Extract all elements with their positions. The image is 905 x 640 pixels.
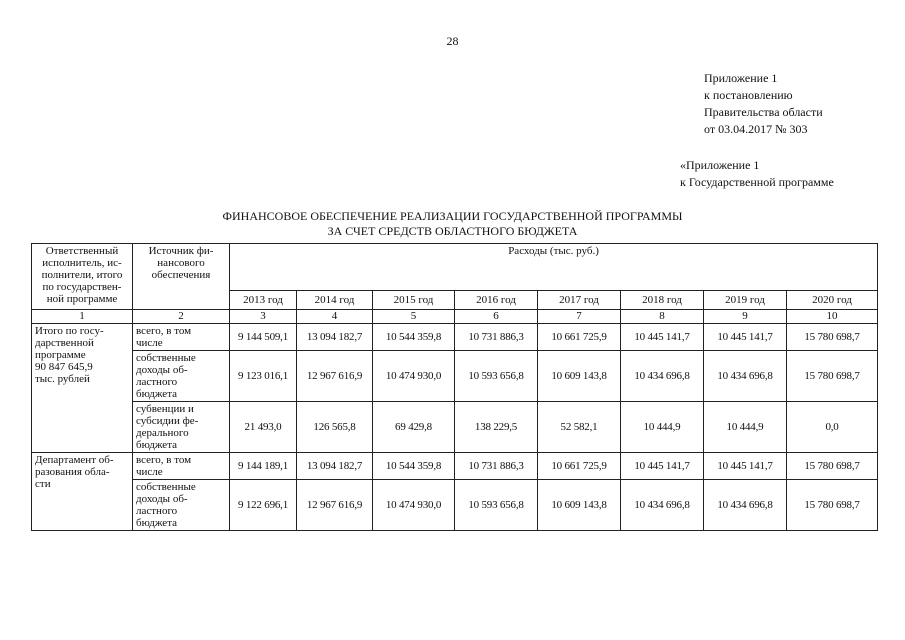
source-text: числе <box>136 337 163 349</box>
source-text: бюджета <box>136 517 178 529</box>
amount-cell: 52 582,1 <box>538 402 621 453</box>
amount-cell: 12 967 616,9 <box>297 351 373 402</box>
amount-cell: 10 661 725,9 <box>538 324 621 351</box>
table-row <box>32 453 878 480</box>
amount-cell: 10 434 696,8 <box>621 480 704 531</box>
amount-cell: 10 434 696,8 <box>704 351 787 402</box>
amount-cell: 9 144 189,1 <box>230 453 297 480</box>
appendix-line: к постановлению <box>704 88 793 102</box>
title-line: ФИНАНСОВОЕ ОБЕСПЕЧЕНИЕ РЕАЛИЗАЦИИ ГОСУДАРСТВЕННОЙ ПРОГРАММЫ <box>222 209 683 223</box>
amount-cell: 10 661 725,9 <box>538 453 621 480</box>
amount-cell: 10 445 141,7 <box>704 453 787 480</box>
executor-text: Департамент об- <box>35 454 114 466</box>
amount-cell: 10 544 359,8 <box>373 453 455 480</box>
title-line: ЗА СЧЕТ СРЕДСТВ ОБЛАСТНОГО БЮДЖЕТА <box>327 224 578 238</box>
source-cell <box>133 402 230 453</box>
appendix-line: «Приложение 1 <box>680 158 760 172</box>
column-index: 5 <box>373 310 455 324</box>
amount-cell: 10 445 141,7 <box>621 324 704 351</box>
amount-cell: 9 123 016,1 <box>230 351 297 402</box>
header-text: ной программе <box>46 293 118 305</box>
amount-cell: 10 593 656,8 <box>455 351 538 402</box>
document-title <box>0 209 905 239</box>
executor-text: разования обла- <box>35 466 110 478</box>
header-text: нансового <box>157 257 205 269</box>
amount-cell: 138 229,5 <box>455 402 538 453</box>
executor-text: программе <box>35 349 86 361</box>
amount-cell: 15 780 698,7 <box>787 351 878 402</box>
appendix-line: Приложение 1 <box>704 71 778 85</box>
amount-cell: 15 780 698,7 <box>787 453 878 480</box>
source-text: всего, в том <box>136 325 192 337</box>
column-index: 1 <box>32 310 133 324</box>
amount-cell: 9 122 696,1 <box>230 480 297 531</box>
header-text: по государствен- <box>42 281 122 293</box>
amount-cell: 10 731 886,3 <box>455 324 538 351</box>
executor-text: 90 847 645,9 <box>35 361 93 373</box>
appendix-line: Правительства области <box>704 105 823 119</box>
header-year: 2014 год <box>297 291 373 310</box>
source-text: собственные <box>136 352 196 364</box>
executor-text: дарственной <box>35 337 94 349</box>
appendix-line: к Государственной программе <box>680 175 834 189</box>
amount-cell: 10 444,9 <box>704 402 787 453</box>
source-text: доходы об- <box>136 493 188 505</box>
column-index: 7 <box>538 310 621 324</box>
amount-cell: 10 544 359,8 <box>373 324 455 351</box>
source-cell <box>133 351 230 402</box>
executor-text: Итого по госу- <box>35 325 104 337</box>
amount-cell: 10 434 696,8 <box>621 351 704 402</box>
header-expenses: Расходы (тыс. руб.) <box>230 244 878 291</box>
table-body <box>32 324 878 531</box>
header-year: 2015 год <box>373 291 455 310</box>
amount-cell: 10 474 930,0 <box>373 351 455 402</box>
amount-cell: 69 429,8 <box>373 402 455 453</box>
appendix-program-reference <box>680 157 834 191</box>
column-index: 3 <box>230 310 297 324</box>
header-text: Ответственный <box>45 245 119 257</box>
header-year: 2017 год <box>538 291 621 310</box>
page-number: 28 <box>446 34 459 48</box>
executor-text: сти <box>35 478 51 490</box>
appendix-line: от 03.04.2017 № 303 <box>704 122 808 136</box>
header-text: исполнитель, ис- <box>42 257 122 269</box>
amount-cell: 10 474 930,0 <box>373 480 455 531</box>
amount-cell: 12 967 616,9 <box>297 480 373 531</box>
header-year: 2020 год <box>787 291 878 310</box>
header-year: 2013 год <box>230 291 297 310</box>
table-row <box>32 351 878 402</box>
amount-cell: 15 780 698,7 <box>787 324 878 351</box>
source-text: бюджета <box>136 439 178 451</box>
column-index: 8 <box>621 310 704 324</box>
executor-cell <box>32 324 133 453</box>
source-text: субсидии фе- <box>136 415 199 427</box>
amount-cell: 9 144 509,1 <box>230 324 297 351</box>
header-text: обеспечения <box>151 269 211 281</box>
source-cell <box>133 480 230 531</box>
source-text: ластного <box>136 505 178 517</box>
amount-cell: 13 094 182,7 <box>297 324 373 351</box>
amount-cell: 126 565,8 <box>297 402 373 453</box>
source-text: собственные <box>136 481 196 493</box>
amount-cell: 10 731 886,3 <box>455 453 538 480</box>
source-text: доходы об- <box>136 364 188 376</box>
column-index: 6 <box>455 310 538 324</box>
appendix-resolution-reference <box>704 70 823 138</box>
amount-cell: 10 445 141,7 <box>621 453 704 480</box>
budget-table <box>31 243 878 531</box>
header-year: 2018 год <box>621 291 704 310</box>
source-text: бюджета <box>136 388 178 400</box>
table-header <box>32 244 878 324</box>
source-text: всего, в том <box>136 454 192 466</box>
source-text: дерального <box>136 427 189 439</box>
table-row <box>32 324 878 351</box>
source-text: числе <box>136 466 163 478</box>
header-year: 2016 год <box>455 291 538 310</box>
source-text: субвенции и <box>136 403 194 415</box>
amount-cell: 0,0 <box>787 402 878 453</box>
header-source <box>133 244 230 310</box>
executor-cell <box>32 453 133 531</box>
column-index: 9 <box>704 310 787 324</box>
executor-text: тыс. рублей <box>35 373 90 385</box>
table-row <box>32 480 878 531</box>
column-index: 2 <box>133 310 230 324</box>
header-text: Источник фи- <box>148 245 214 257</box>
header-responsible <box>32 244 133 310</box>
column-index: 4 <box>297 310 373 324</box>
amount-cell: 10 444,9 <box>621 402 704 453</box>
source-cell <box>133 324 230 351</box>
source-text: ластного <box>136 376 178 388</box>
amount-cell: 13 094 182,7 <box>297 453 373 480</box>
amount-cell: 10 434 696,8 <box>704 480 787 531</box>
amount-cell: 10 609 143,8 <box>538 480 621 531</box>
amount-cell: 10 593 656,8 <box>455 480 538 531</box>
table-row <box>32 402 878 453</box>
amount-cell: 15 780 698,7 <box>787 480 878 531</box>
amount-cell: 10 609 143,8 <box>538 351 621 402</box>
amount-cell: 10 445 141,7 <box>704 324 787 351</box>
amount-cell: 21 493,0 <box>230 402 297 453</box>
column-index: 10 <box>787 310 878 324</box>
source-cell <box>133 453 230 480</box>
header-text: полнители, итого <box>41 269 123 281</box>
header-year: 2019 год <box>704 291 787 310</box>
